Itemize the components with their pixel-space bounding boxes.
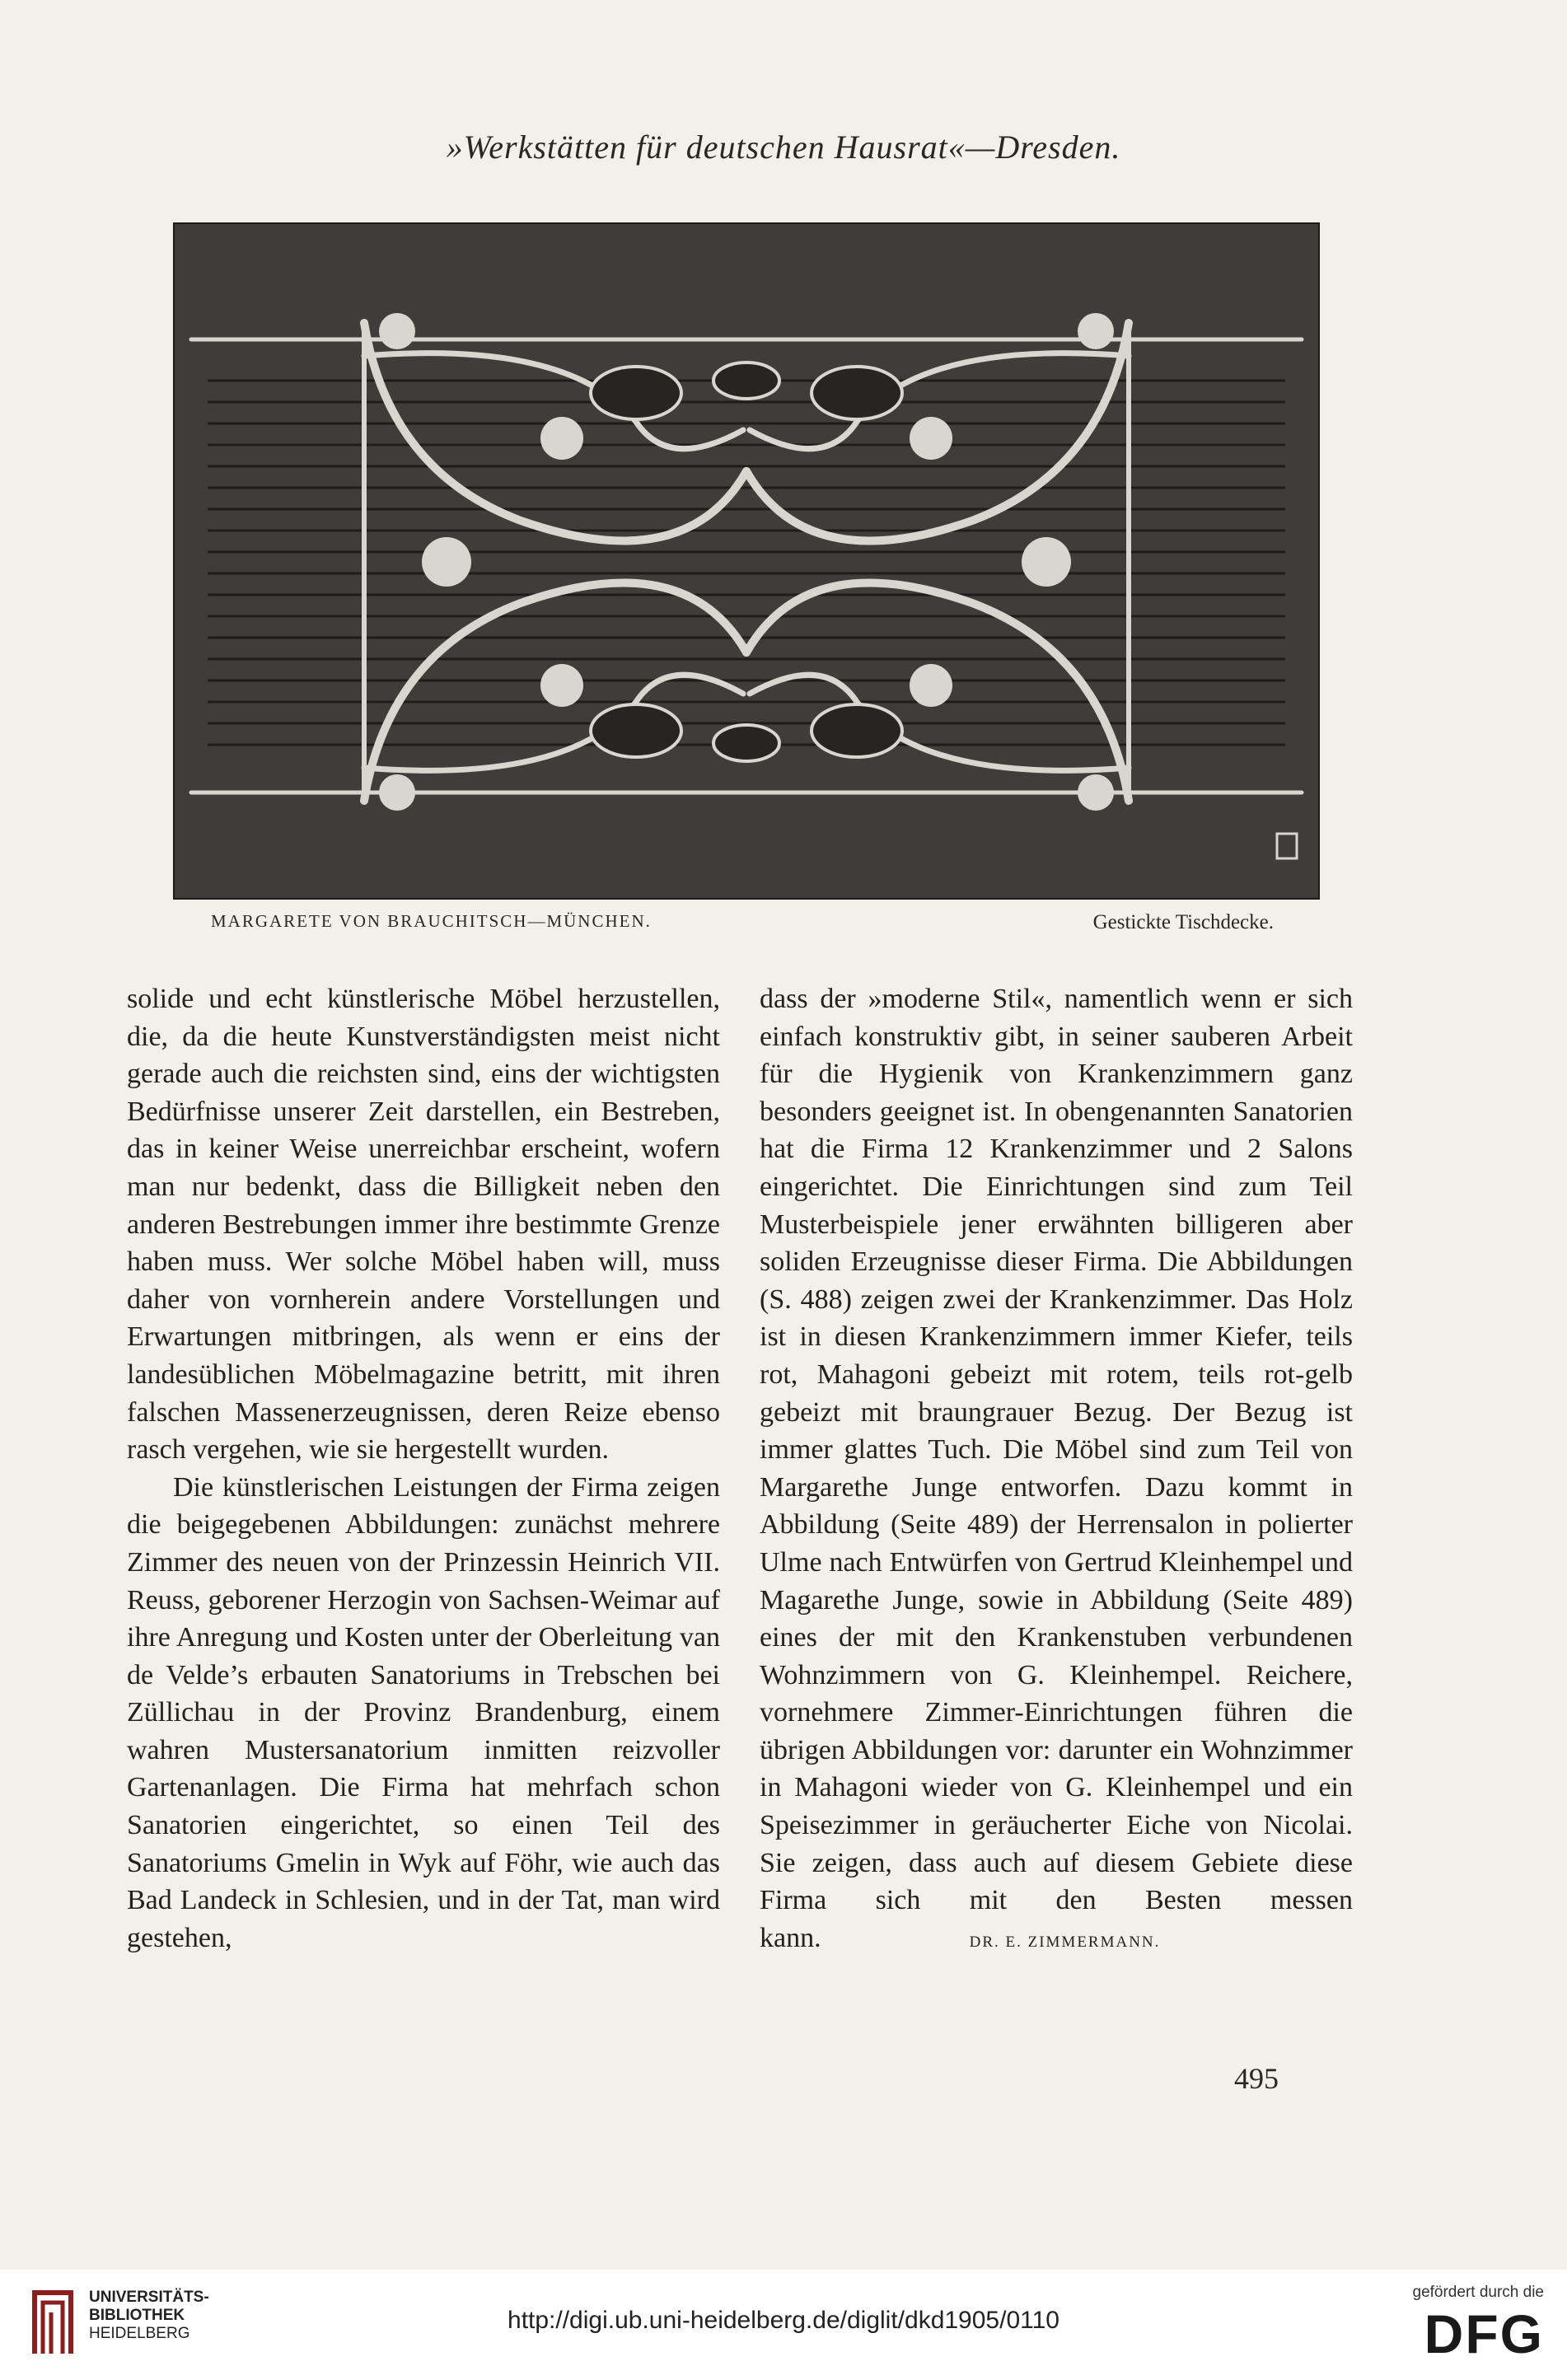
paragraph <box>760 980 1353 1961</box>
flower <box>1078 313 1114 349</box>
right-column <box>760 980 1353 1961</box>
cloth-background <box>175 224 1318 898</box>
flower <box>910 664 952 707</box>
dfg-logo: DFG <box>1424 2303 1544 2364</box>
leaf <box>591 367 681 419</box>
flower <box>540 417 583 460</box>
author-signature: DR. E. ZIMMERMANN. <box>969 1933 1161 1951</box>
leaf <box>713 725 779 761</box>
leaf <box>812 367 902 419</box>
flower <box>1022 537 1071 587</box>
library-name-line: HEIDELBERG <box>89 2325 190 2342</box>
funding-note: gefördert durch die <box>1412 2284 1544 2301</box>
running-title: »Werkstätten für deutschen Hausrat«—Dresden. <box>446 129 1121 166</box>
page-number: 495 <box>1234 2062 1279 2095</box>
left-column <box>127 980 720 1957</box>
tablecloth-drawing <box>175 224 1318 898</box>
paragraph: solide und echt künstlerische Möbel herzustellen, die, da die heute Kunstverständigsten meist nicht gerade auch die reichsten sind, eins der wichtigsten Bedürfnisse unserer Zeit darstellen, ein Bestreben, das in keiner Weise unerreichbar erscheint, wofern man nur bedenkt, dass die Billigkeit neben den anderen Bestrebungen immer ihre bestimmte Grenze haben muss. Wer solche Möbel haben will, muss daher von vornherein andere Vorstellungen und Erwartungen mitbringen, als wenn er eins der landesüblichen Möbelmagazine betritt, mit ihren falschen Massenerzeugnissen, deren Reize ebenso rasch vergehen, wie sie hergestellt wurden. <box>127 984 720 1466</box>
flower <box>1078 774 1114 811</box>
leaf <box>713 362 779 399</box>
paragraph: Die künstlerischen Leistungen der Firma zeigen die beigegebenen Abbildungen: zunächst mehrere Zimmer des neuen von der Prinzessin Heinrich VII. Reuss, geborener Herzogin von Sachsen-Weimar auf ihre Anregung und Kosten unter der Oberleitung van de Velde’s erbauten Sanatoriums in Trebschen bei Züllichau in der Provinz Brandenburg, einem wahren Mustersanatorium inmitten reizvoller Gartenanlagen. Die Firma hat mehrfach schon Sanatorien eingerichtet, so einen Teil des Sanatoriums Gmelin in Wyk auf Föhr, wie auch das Bad Landeck in Schlesien, und in der Tat, man wird gestehen, <box>127 1471 720 1953</box>
figure-caption-title: Gestickte Tischdecke. <box>1092 911 1274 933</box>
leaf <box>812 704 902 757</box>
flower <box>379 774 415 811</box>
flower <box>379 313 415 349</box>
flower <box>540 664 583 707</box>
paragraph-text: dass der »moderne Stil«, namentlich wenn er sich einfach konstruktiv gibt, in seiner sauberen Arbeit für die Hygienik von Krankenzimmern ganz besonders geeignet ist. In obengenannten Sanatorien hat die Firma 12 Krankenzimmer und 2 Salons eingerichtet. Die Einrichtungen sind zum Teil Musterbeispiele jener erwähnten billigeren aber soliden Erzeugnisse dieser Firma. Die Abbildungen (S. 488) zeigen zwei der Krankenzimmer. Das Holz ist in diesen Krankenzimmern immer Kiefer, teils rot, Mahagoni gebeizt mit rotem, teils rot-gelb gebeizt mit braungrauer Bezug. Der Bezug ist immer glattes Tuch. Die Möbel sind zum Teil von Margarethe Junge entworfen. Dazu kommt in Abbildung (Seite 489) der Herrensalon in polierter Ulme nach Entwürfen von Gertrud Kleinhempel und Magarethe Junge, sowie in Abbildung (Seite 489) eines der mit den Krankenstuben verbundenen Wohnzimmern von G. Kleinhempel. Reichere, vornehmere Zimmer-Einrichtungen führen die übrigen Abbildungen vor: darunter ein Wohnzimmer in Mahagoni wieder von G. Kleinhempel und ein Speisezimmer in geräucherter Eiche von Nicolai. Sie zeigen, dass auch auf diesem Gebiete diese Firma sich mit den Besten messen kann. <box>760 984 1353 1953</box>
flower <box>422 537 471 587</box>
embroidered-tablecloth-illustration <box>173 222 1320 900</box>
library-name-line: BIBLIOTHEK <box>89 2307 185 2324</box>
permalink-url[interactable]: http://digi.ub.uni-heidelberg.de/diglit/dkd1905/0110 <box>508 2307 1059 2334</box>
figure-caption-artist: MARGARETE VON BRAUCHITSCH—MÜNCHEN. <box>211 911 652 931</box>
flower <box>910 417 952 460</box>
library-name-line: UNIVERSITÄTS- <box>89 2289 209 2306</box>
leaf <box>591 704 681 757</box>
